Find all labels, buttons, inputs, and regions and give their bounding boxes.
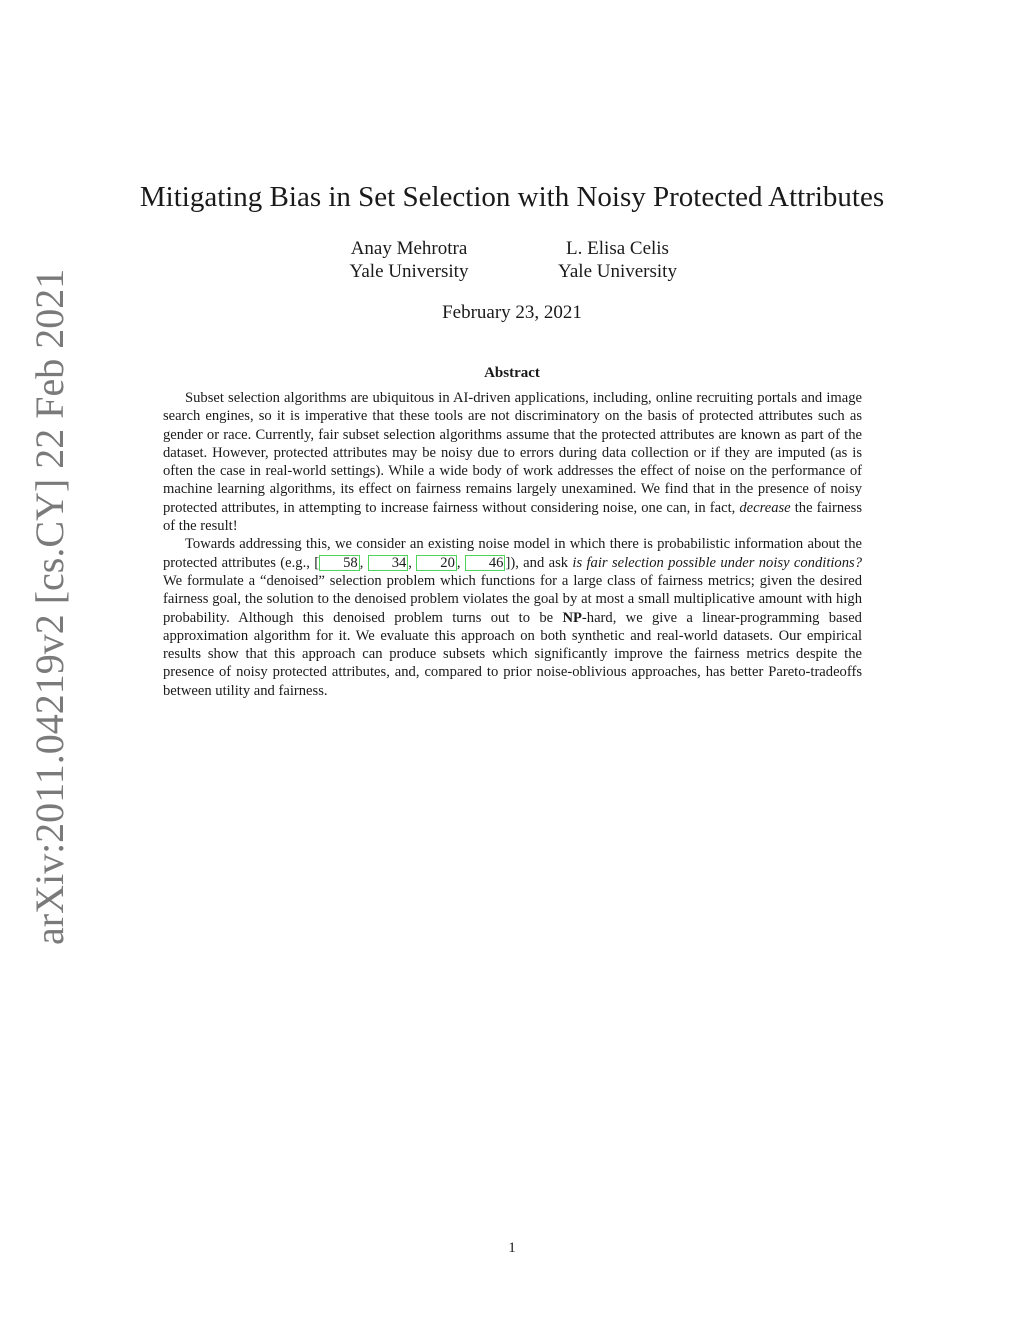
publication-date: February 23, 2021 (442, 302, 582, 323)
abstract-heading: Abstract (484, 365, 540, 381)
paper-title: Mitigating Bias in Set Selection with Noisy Protected Attributes (139, 181, 885, 213)
citation-link-46[interactable]: 46 (465, 555, 506, 571)
emphasis-question: is fair selection possible under noisy conditions? (572, 554, 863, 571)
author-block-2 (540, 237, 695, 283)
abstract-body (163, 389, 862, 700)
page-number: 1 (508, 1240, 516, 1256)
citation-link-34[interactable]: 34 (368, 555, 409, 571)
abstract-paragraph-1: Subset selection algorithms are ubiquitous in AI-driven applications, including, online recruiting portals and image search engines, so it is imperative that these tools are not discriminatory on the basis of protected attributes such as gender or race. Currently, fair subset selection algorithms assume that the protected attributes are known as part of the dataset. However, protected attributes may be noisy due to errors during data collection or if they are imputed (as is often the case in real-world settings). While a wide body of work addresses the effect of noise on the performance of machine learning algorithms, its effect on fairness remains largely unexamined. We find that in the presence of noisy protected attributes, in attempting to increase fairness without considering noise, one can, in fact, decrease the fairness of the result! (163, 390, 863, 535)
author-affiliation: Yale University (349, 261, 469, 282)
np-term: NP (562, 609, 582, 626)
author-affiliation: Yale University (558, 261, 677, 282)
emphasis-decrease: decrease (739, 499, 791, 516)
arxiv-identifier-stamp: arXiv:2011.04219v2 [cs.CY] 22 Feb 2021 (27, 268, 72, 945)
author-name: L. Elisa Celis (566, 238, 669, 259)
author-block-1 (330, 237, 488, 283)
abstract-paragraph-2: Towards addressing this, we consider an existing noise model in which there is probabilistic information about the protected attributes (e.g., [ 58 , 34 , 20 , 46 ]), and ask is fair selection possible under noisy conditions? We formulate a “denoised” selection problem which functions for a large class of fairness metrics; given the desired fairness goal, the solution to the denoised problem violates the goal by at most a small multiplicative amount with high probability. Although this denoised problem turns out to be NP-hard, we give a linear-programming based approximation algorithm for it. We evaluate this approach on both synthetic and real-world datasets. Our empirical results show that this approach can produce subsets which significantly improve the fairness metrics despite the presence of noisy protected attributes, and, compared to prior noise-oblivious approaches, has better Pareto-tradeoffs between utility and fairness. (163, 536, 863, 699)
citation-link-58[interactable]: 58 (319, 555, 360, 571)
citation-link-20[interactable]: 20 (416, 555, 457, 571)
author-name: Anay Mehrotra (350, 238, 468, 259)
